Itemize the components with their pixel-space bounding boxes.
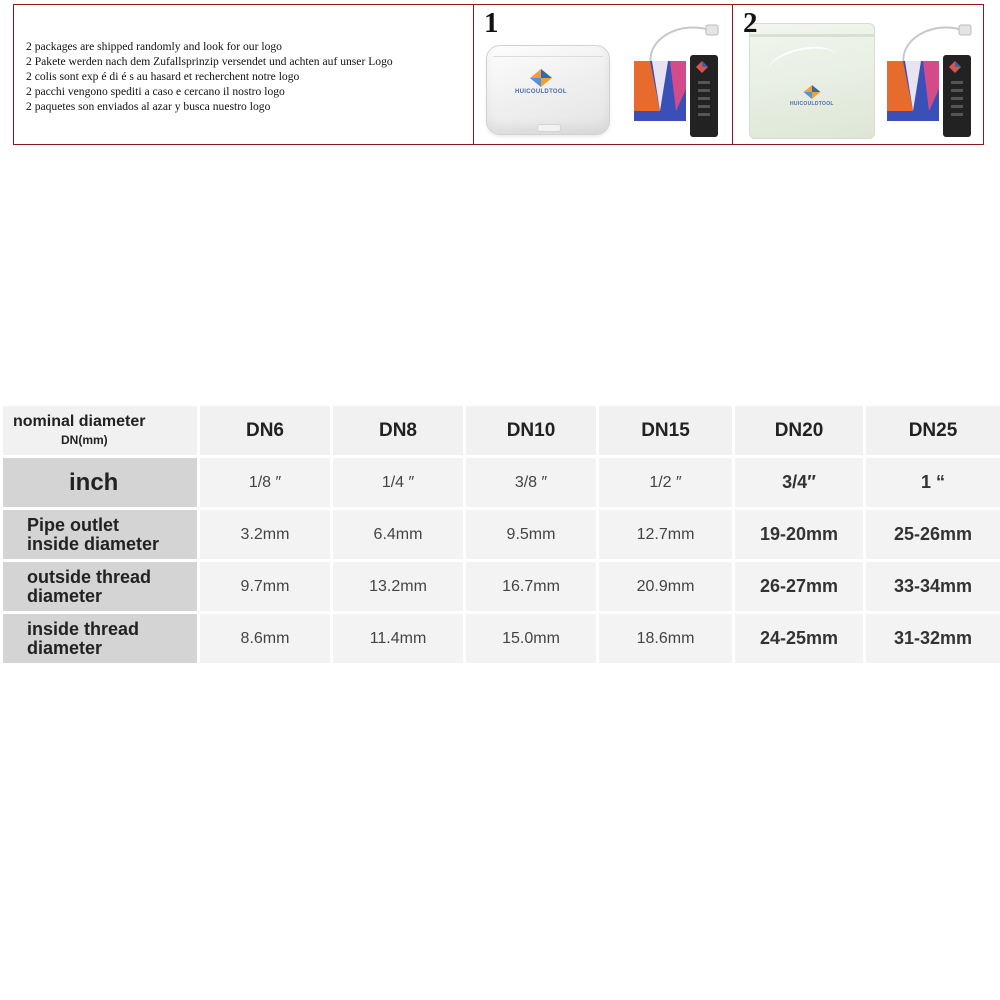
logo-icon (528, 68, 554, 88)
table-cell: 11.4mm (333, 614, 463, 663)
notice-line-de: 2 Pakete werden nach dem Zufallsprinzip versendet und achten auf unser Logo (26, 55, 393, 68)
plastic-box-image (486, 45, 610, 135)
notice-line-en: 2 packages are shipped randomly and look for our logo (26, 40, 282, 53)
row-label-line2: diameter (27, 585, 103, 606)
table-cell: 15.0mm (466, 614, 596, 663)
size-header-cell: DN10 (466, 406, 596, 455)
header-label-line1: nominal diameter (13, 412, 146, 430)
fitting-product-image (885, 19, 975, 139)
brand-logo (790, 84, 834, 107)
table-row-inch (3, 458, 1000, 507)
table-cell: 6.4mm (333, 510, 463, 559)
table-cell: 24-25mm (735, 614, 863, 663)
brand-logo (515, 68, 567, 95)
table-cell: 13.2mm (333, 562, 463, 611)
table-cell: 1/4 ″ (333, 458, 463, 507)
plastic-bag-image (749, 23, 875, 139)
notice-line-fr: 2 colis sont exp é di é s au hasard et recherchent notre logo (26, 70, 300, 83)
row-label-inside-thread (3, 614, 197, 663)
tag-card-icon (632, 19, 722, 139)
row-label-inch: inch (3, 458, 197, 507)
table-cell: 8.6mm (200, 614, 330, 663)
dimension-spec-table (0, 403, 1000, 666)
header-label-line2: DN(mm) (61, 432, 108, 447)
table-row-outside-thread (3, 562, 1000, 611)
logo-icon (802, 84, 822, 100)
row-label-line1: Pipe outlet (27, 514, 120, 535)
row-label-line2: diameter (27, 637, 103, 658)
table-cell: 3/8 ″ (466, 458, 596, 507)
table-cell: 1/8 ″ (200, 458, 330, 507)
table-cell: 19-20mm (735, 510, 863, 559)
row-label-line1: inside thread (27, 618, 140, 639)
package-option-bag (733, 5, 983, 144)
row-label-outside-thread (3, 562, 197, 611)
package-notice-text (14, 5, 474, 144)
table-cell: 18.6mm (599, 614, 732, 663)
table-cell: 1/2 ″ (599, 458, 732, 507)
table-cell: 33-34mm (866, 562, 1000, 611)
table-cell: 9.5mm (466, 510, 596, 559)
size-header-cell: DN15 (599, 406, 732, 455)
header-label-cell (3, 406, 197, 455)
table-cell: 1 “ (866, 458, 1000, 507)
notice-line-es: 2 paquetes son enviados al azar y busca nuestro logo (26, 100, 271, 113)
notice-line-it: 2 pacchi vengono spediti a caso e cercano il nostro logo (26, 85, 285, 98)
table-cell: 12.7mm (599, 510, 732, 559)
brand-name: HUICOULDTOOL (790, 101, 834, 107)
table-cell: 3/4″ (735, 458, 863, 507)
package-option-box (474, 5, 733, 144)
table-cell: 9.7mm (200, 562, 330, 611)
table-header-row (3, 406, 1000, 455)
row-label-line2: inside diameter (27, 533, 160, 554)
size-header-cell: DN20 (735, 406, 863, 455)
brand-name: HUICOULDTOOL (515, 89, 567, 95)
fitting-product-image (632, 19, 722, 139)
package-banner (13, 4, 984, 145)
table-cell: 31-32mm (866, 614, 1000, 663)
row-label-line1: outside thread (27, 566, 152, 587)
size-header-cell: DN6 (200, 406, 330, 455)
package-number: 2 (743, 7, 758, 39)
table-cell: 16.7mm (466, 562, 596, 611)
table-cell: 25-26mm (866, 510, 1000, 559)
tag-card-icon (885, 19, 975, 139)
row-label-pipe-outlet (3, 510, 197, 559)
table-row-inside-thread (3, 614, 1000, 663)
package-number: 1 (484, 7, 499, 39)
size-header-cell: DN8 (333, 406, 463, 455)
table-cell: 3.2mm (200, 510, 330, 559)
table-row-pipe-outlet (3, 510, 1000, 559)
table-cell: 20.9mm (599, 562, 732, 611)
table-cell: 26-27mm (735, 562, 863, 611)
size-header-cell: DN25 (866, 406, 1000, 455)
